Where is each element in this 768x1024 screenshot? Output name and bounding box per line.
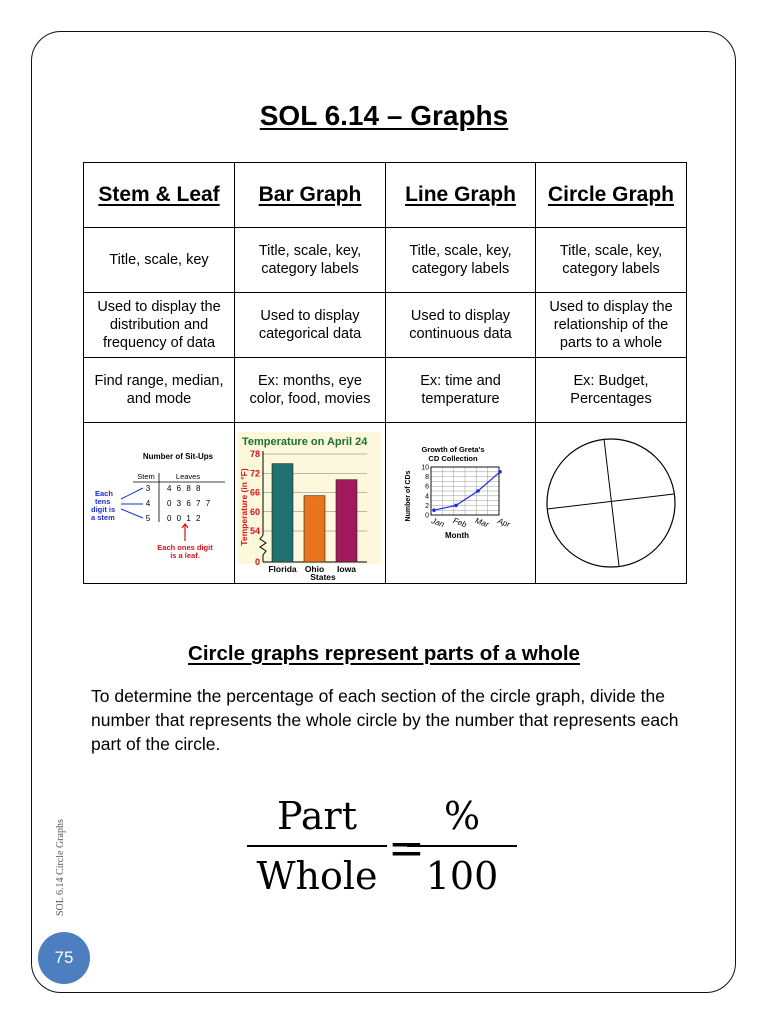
line-point bbox=[498, 470, 502, 474]
line-graph-example bbox=[387, 424, 535, 582]
leaf-annotation-line: Each ones digit bbox=[157, 543, 213, 552]
bar bbox=[336, 480, 357, 562]
leaf-arrow bbox=[182, 524, 188, 541]
bar-y-tick-label: 72 bbox=[249, 468, 260, 479]
table-cell: Ex: months, eye color, food, movies bbox=[235, 358, 386, 423]
bar-y-tick-label: 0 bbox=[254, 557, 260, 567]
leaf-values: 4 6 8 8 bbox=[167, 484, 202, 493]
circle-graph-example bbox=[537, 424, 685, 582]
line-point bbox=[476, 489, 480, 493]
section-title: Circle graphs represent parts of a whole bbox=[188, 642, 580, 665]
line-graph-xlabel: Month bbox=[444, 531, 469, 540]
line-y-tick-label: 10 bbox=[420, 464, 429, 472]
line-x-tick-label: Jan bbox=[429, 516, 445, 530]
stem-leaf-plot bbox=[85, 424, 233, 582]
page-number-badge: 75 bbox=[38, 932, 90, 984]
line-graph-ylabel: Number of CDs bbox=[404, 470, 412, 522]
bar-graph-xlabel: States bbox=[310, 572, 336, 582]
line-x-tick-label: Feb bbox=[451, 516, 468, 530]
instructions-paragraph: To determine the percentage of each section of the circle graph, divide the number that represents the whole circle by the number that represents each part of the circle. bbox=[91, 686, 679, 754]
fraction-denominator: Whole bbox=[256, 854, 378, 898]
table-cell: Ex: time and temperature bbox=[386, 358, 536, 423]
line-x-tick-label: Apr bbox=[495, 516, 511, 530]
header-circle-graph: Circle Graph bbox=[536, 163, 687, 228]
leaf-annotation bbox=[157, 543, 213, 560]
circle-outline bbox=[547, 439, 675, 567]
stem-value: 5 bbox=[145, 514, 151, 523]
graph-types-table bbox=[83, 162, 687, 584]
fraction-denominator: 100 bbox=[425, 854, 499, 898]
table-cell: Title, scale, key, category labels bbox=[536, 228, 687, 293]
table-row-purpose bbox=[84, 293, 687, 358]
stem-annotation bbox=[91, 489, 115, 522]
bar bbox=[272, 464, 293, 562]
table-cell: Find range, median, and mode bbox=[84, 358, 235, 423]
leaves-header: Leaves bbox=[175, 472, 201, 481]
fraction-bar bbox=[247, 845, 387, 847]
stem-annotation-line: a stem bbox=[91, 513, 115, 522]
fraction-numerator: Part bbox=[277, 794, 357, 838]
circle-graph-example-cell bbox=[536, 423, 687, 584]
line-y-tick-label: 8 bbox=[424, 474, 429, 482]
leaf-values: 0 0 1 2 bbox=[167, 514, 202, 523]
header-stem-leaf: Stem & Leaf bbox=[84, 163, 235, 228]
line-y-tick-label: 2 bbox=[424, 502, 429, 510]
line-graph-title-line: CD Collection bbox=[427, 454, 478, 463]
table-row-examples-visual bbox=[84, 423, 687, 584]
bar-y-tick-label: 66 bbox=[249, 487, 260, 498]
table-cell: Used to display continuous data bbox=[386, 293, 536, 358]
bar-category-label: Iowa bbox=[337, 564, 356, 574]
line-y-tick-label: 6 bbox=[424, 483, 429, 491]
table-header-row bbox=[84, 163, 687, 228]
table-cell: Title, scale, key bbox=[84, 228, 235, 293]
stem-leaf-example-cell bbox=[84, 423, 235, 584]
stem-annotation-line: tens bbox=[95, 497, 111, 506]
table-row-examples bbox=[84, 358, 687, 423]
bar-graph-ylabel: Temperature (in °F) bbox=[239, 468, 249, 546]
bar-y-tick-label: 60 bbox=[249, 506, 260, 517]
bar-y-tick-label: 54 bbox=[249, 526, 260, 536]
line-point bbox=[432, 508, 436, 512]
line-point bbox=[454, 504, 458, 508]
header-line-graph: Line Graph bbox=[386, 163, 536, 228]
side-note: SOL 6.14 Circle Graphs bbox=[55, 819, 66, 916]
table-cell: Used to display the distribution and frequency of data bbox=[84, 293, 235, 358]
table-cell: Ex: Budget, Percentages bbox=[536, 358, 687, 423]
bar-graph-title: Temperature on April 24 bbox=[242, 436, 368, 448]
fraction-bar bbox=[407, 845, 517, 847]
line-y-tick-label: 0 bbox=[424, 512, 429, 520]
equals-sign: = bbox=[388, 823, 425, 874]
header-bar-graph: Bar Graph bbox=[235, 163, 386, 228]
line-graph-example-cell bbox=[386, 423, 536, 584]
bar-y-tick-label: 78 bbox=[249, 449, 260, 459]
stem-annotation-line: Each bbox=[95, 489, 113, 498]
stem-value: 4 bbox=[145, 499, 151, 508]
line-graph-title-line: Growth of Greta's bbox=[420, 445, 485, 454]
table-row-required-parts bbox=[84, 228, 687, 293]
page-title: SOL 6.14 – Graphs bbox=[259, 100, 509, 131]
stem-header: Stem bbox=[137, 472, 155, 481]
stem-value: 3 bbox=[145, 484, 151, 493]
line-x-tick-label: Mar bbox=[473, 516, 490, 530]
bar bbox=[304, 496, 325, 562]
table-cell: Title, scale, key, category labels bbox=[235, 228, 386, 293]
stem-arrows bbox=[121, 488, 143, 518]
bar-graph-example bbox=[236, 424, 384, 582]
bar-graph-example-cell bbox=[235, 423, 386, 584]
leaf-values: 0 3 6 7 7 bbox=[167, 499, 212, 508]
stem-leaf-title: Number of Sit-Ups bbox=[142, 452, 214, 461]
bar-category-label: Ohio bbox=[304, 564, 325, 574]
table-cell: Used to display categorical data bbox=[235, 293, 386, 358]
fraction-part-whole bbox=[247, 790, 387, 902]
table-cell: Title, scale, key, category labels bbox=[386, 228, 536, 293]
line-y-tick-label: 4 bbox=[424, 493, 429, 501]
leaf-annotation-line: is a leaf. bbox=[170, 551, 200, 560]
table-cell: Used to display the relationship of the parts to a whole bbox=[536, 293, 687, 358]
fraction-percent bbox=[407, 790, 517, 902]
fraction-numerator: % bbox=[443, 794, 481, 838]
bar-category-label: Florida bbox=[268, 564, 297, 574]
stem-annotation-line: digit is bbox=[91, 505, 116, 514]
